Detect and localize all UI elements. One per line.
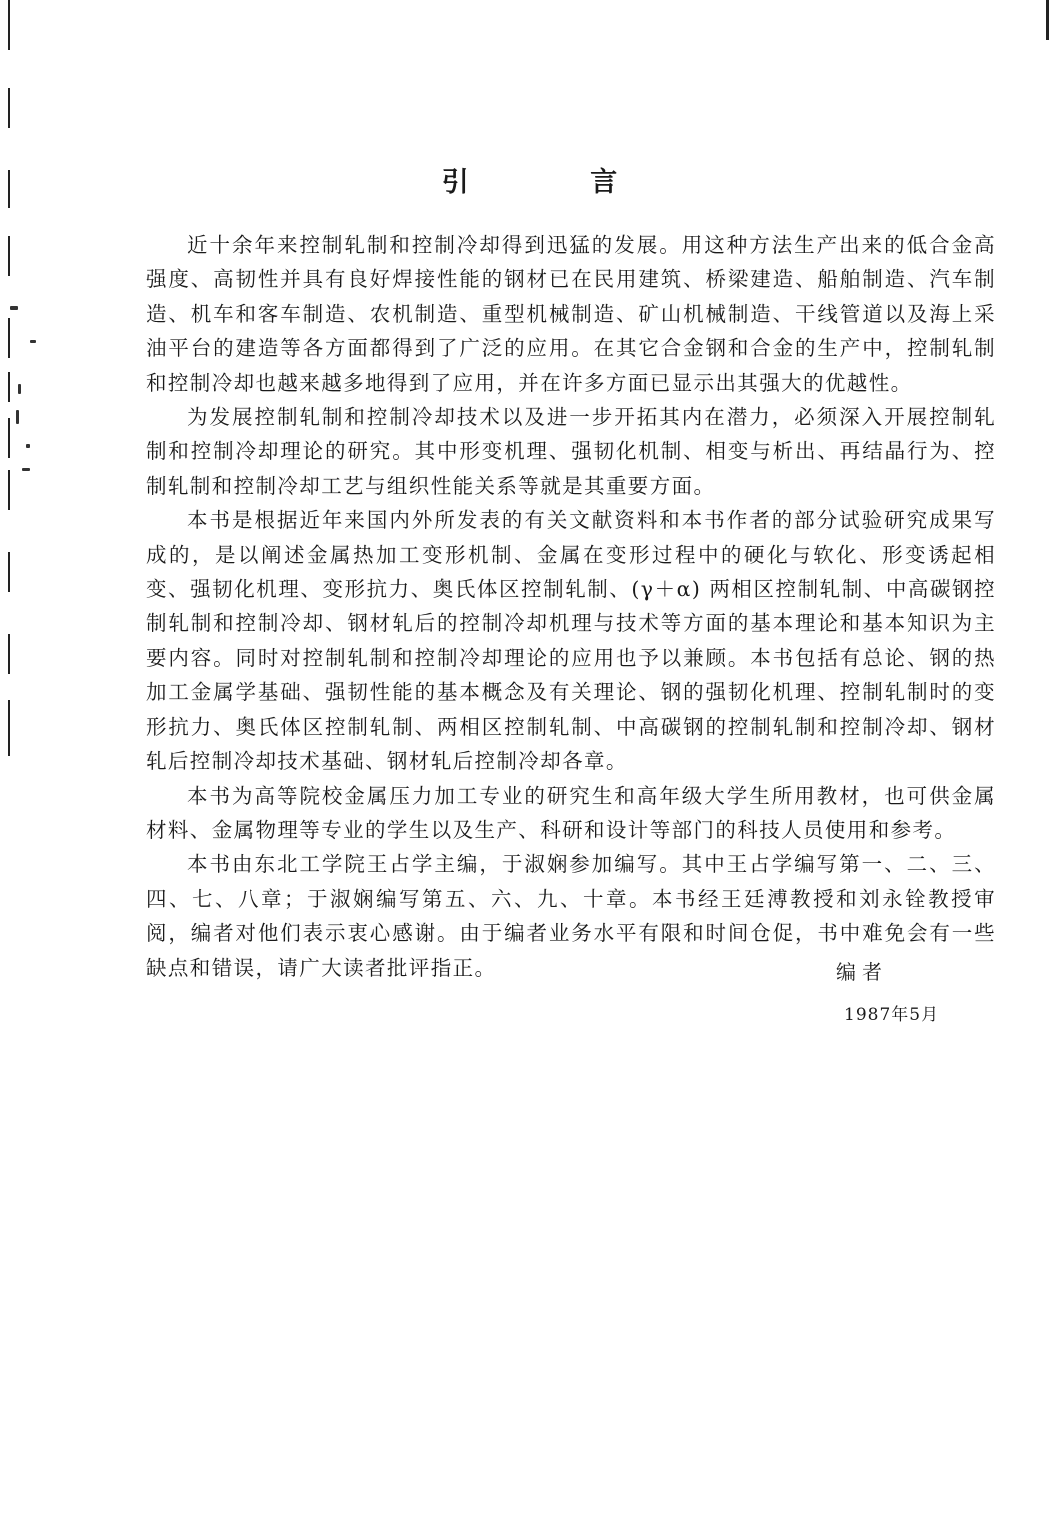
body-text bbox=[146, 228, 996, 985]
paragraph: 本书是根据近年来国内外所发表的有关文献资料和本书作者的部分试验研究成果写成的，是以阐述金属热加工变形机制、金属在变形过程中的硬化与软化、形变诱起相变、强韧化机理、变形抗力、奥氏体区控制轧制、(γ＋α) 两相区控制轧制、中高碳钢控制轧制和控制冷却、钢材轧后的控制冷却机理与技术等方面的基本理论和基本知识为主要内容。同时对控制轧制和控制冷却理论的应用也予以兼顾。本书包括有总论、钢的热加工金属学基础、强韧性能的基本概念及有关理论、钢的强韧化机理、控制轧制时的变形抗力、奥氏体区控制轧制、两相区控制轧制、中高碳钢的控制轧制和控制冷却、钢材轧后控制冷却技术基础、钢材轧后控制冷却各章。 bbox=[146, 508, 996, 774]
scan-line bbox=[8, 700, 10, 756]
scan-line bbox=[8, 236, 10, 276]
date: 1987年5月 bbox=[844, 1005, 940, 1025]
scan-line bbox=[8, 372, 10, 402]
scan-speck bbox=[22, 468, 30, 471]
author-signature: 编者 bbox=[836, 960, 888, 984]
scan-speck bbox=[16, 410, 19, 424]
paragraph: 近十余年来控制轧制和控制冷却得到迅猛的发展。用这种方法生产出来的低合金高强度、高韧性并具有良好焊接性能的钢材已在民用建筑、桥梁建造、船舶制造、汽车制造、机车和客车制造、农机制造、重型机械制造、矿山机械制造、干线管道以及海上采油平台的建造等各方面都得到了广泛的应用。在其它合金钢和合金的生产中，控制轧制和控制冷却也越来越多地得到了应用，并在许多方面已显示出其强大的优越性。 bbox=[146, 233, 996, 395]
scan-speck bbox=[18, 384, 21, 394]
paragraph: 本书由东北工学院王占学主编，于淑娴参加编写。其中王占学编写第一、二、三、四、七、八章；于淑娴编写第五、六、九、十章。本书经王廷溥教授和刘永铨教授审阅，编者对他们表示衷心感谢。由于编者业务水平有限和时间仓促，书中难免会有一些缺点和错误，请广大读者批评指正。 bbox=[146, 852, 996, 980]
scan-edge-artifacts bbox=[0, 0, 40, 760]
scan-speck bbox=[10, 306, 18, 310]
scan-speck bbox=[26, 444, 30, 448]
scan-line bbox=[8, 318, 10, 358]
scan-speck bbox=[30, 340, 36, 343]
scan-line bbox=[8, 88, 10, 128]
scan-corner-mark bbox=[1046, 0, 1049, 40]
scan-line bbox=[8, 418, 10, 458]
scan-line bbox=[8, 552, 10, 592]
paragraph: 为发展控制轧制和控制冷却技术以及进一步开拓其内在潜力，必须深入开展控制轧制和控制冷却理论的研究。其中形变机理、强韧化机制、相变与析出、再结晶行为、控制轧制和控制冷却工艺与组织性能关系等就是其重要方面。 bbox=[146, 405, 996, 498]
page-title: 引 言 bbox=[441, 167, 674, 198]
scan-line bbox=[8, 634, 10, 674]
scan-line bbox=[8, 470, 10, 510]
paragraph: 本书为高等院校金属压力加工专业的研究生和高年级大学生所用教材，也可供金属材料、金属物理等专业的学生以及生产、科研和设计等部门的科技人员使用和参考。 bbox=[146, 783, 996, 842]
scan-line bbox=[8, 0, 10, 50]
